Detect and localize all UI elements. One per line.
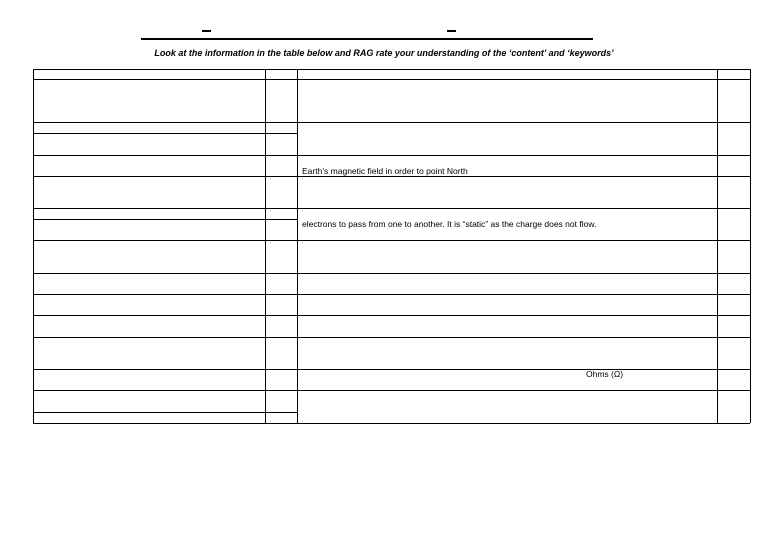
table-row-line xyxy=(33,122,750,123)
table-cell-text: Ohms (Ω) xyxy=(586,369,624,379)
table-row-line xyxy=(33,390,750,391)
table-row-line xyxy=(33,79,750,80)
instruction-text: Look at the information in the table below and RAG rate your understanding of the ‘content’ and ‘keywords’ xyxy=(154,48,614,58)
table-cell-text: Earth’s magnetic field in order to point North xyxy=(302,166,468,176)
title-dash-left xyxy=(202,30,211,32)
table-subrow-line xyxy=(33,133,297,134)
table-cell-text: electrons to pass from one to another. It is “static” as the charge does not flow. xyxy=(302,219,597,229)
table-row-line xyxy=(33,208,750,209)
table-border-right xyxy=(750,69,751,423)
table-border-top xyxy=(33,69,750,70)
table-row-line xyxy=(33,176,750,177)
table-row-line xyxy=(33,294,750,295)
table-row-line xyxy=(33,273,750,274)
table-border-bottom xyxy=(33,423,750,424)
table-row-line xyxy=(33,315,750,316)
table-row-line xyxy=(33,155,750,156)
title-underline xyxy=(141,38,593,40)
table-subrow-line xyxy=(33,412,297,413)
table-subrow-line xyxy=(33,219,297,220)
table-row-line xyxy=(33,369,750,370)
table-row-line xyxy=(33,240,750,241)
title-dash-right xyxy=(447,30,456,32)
table-row-line xyxy=(33,337,750,338)
